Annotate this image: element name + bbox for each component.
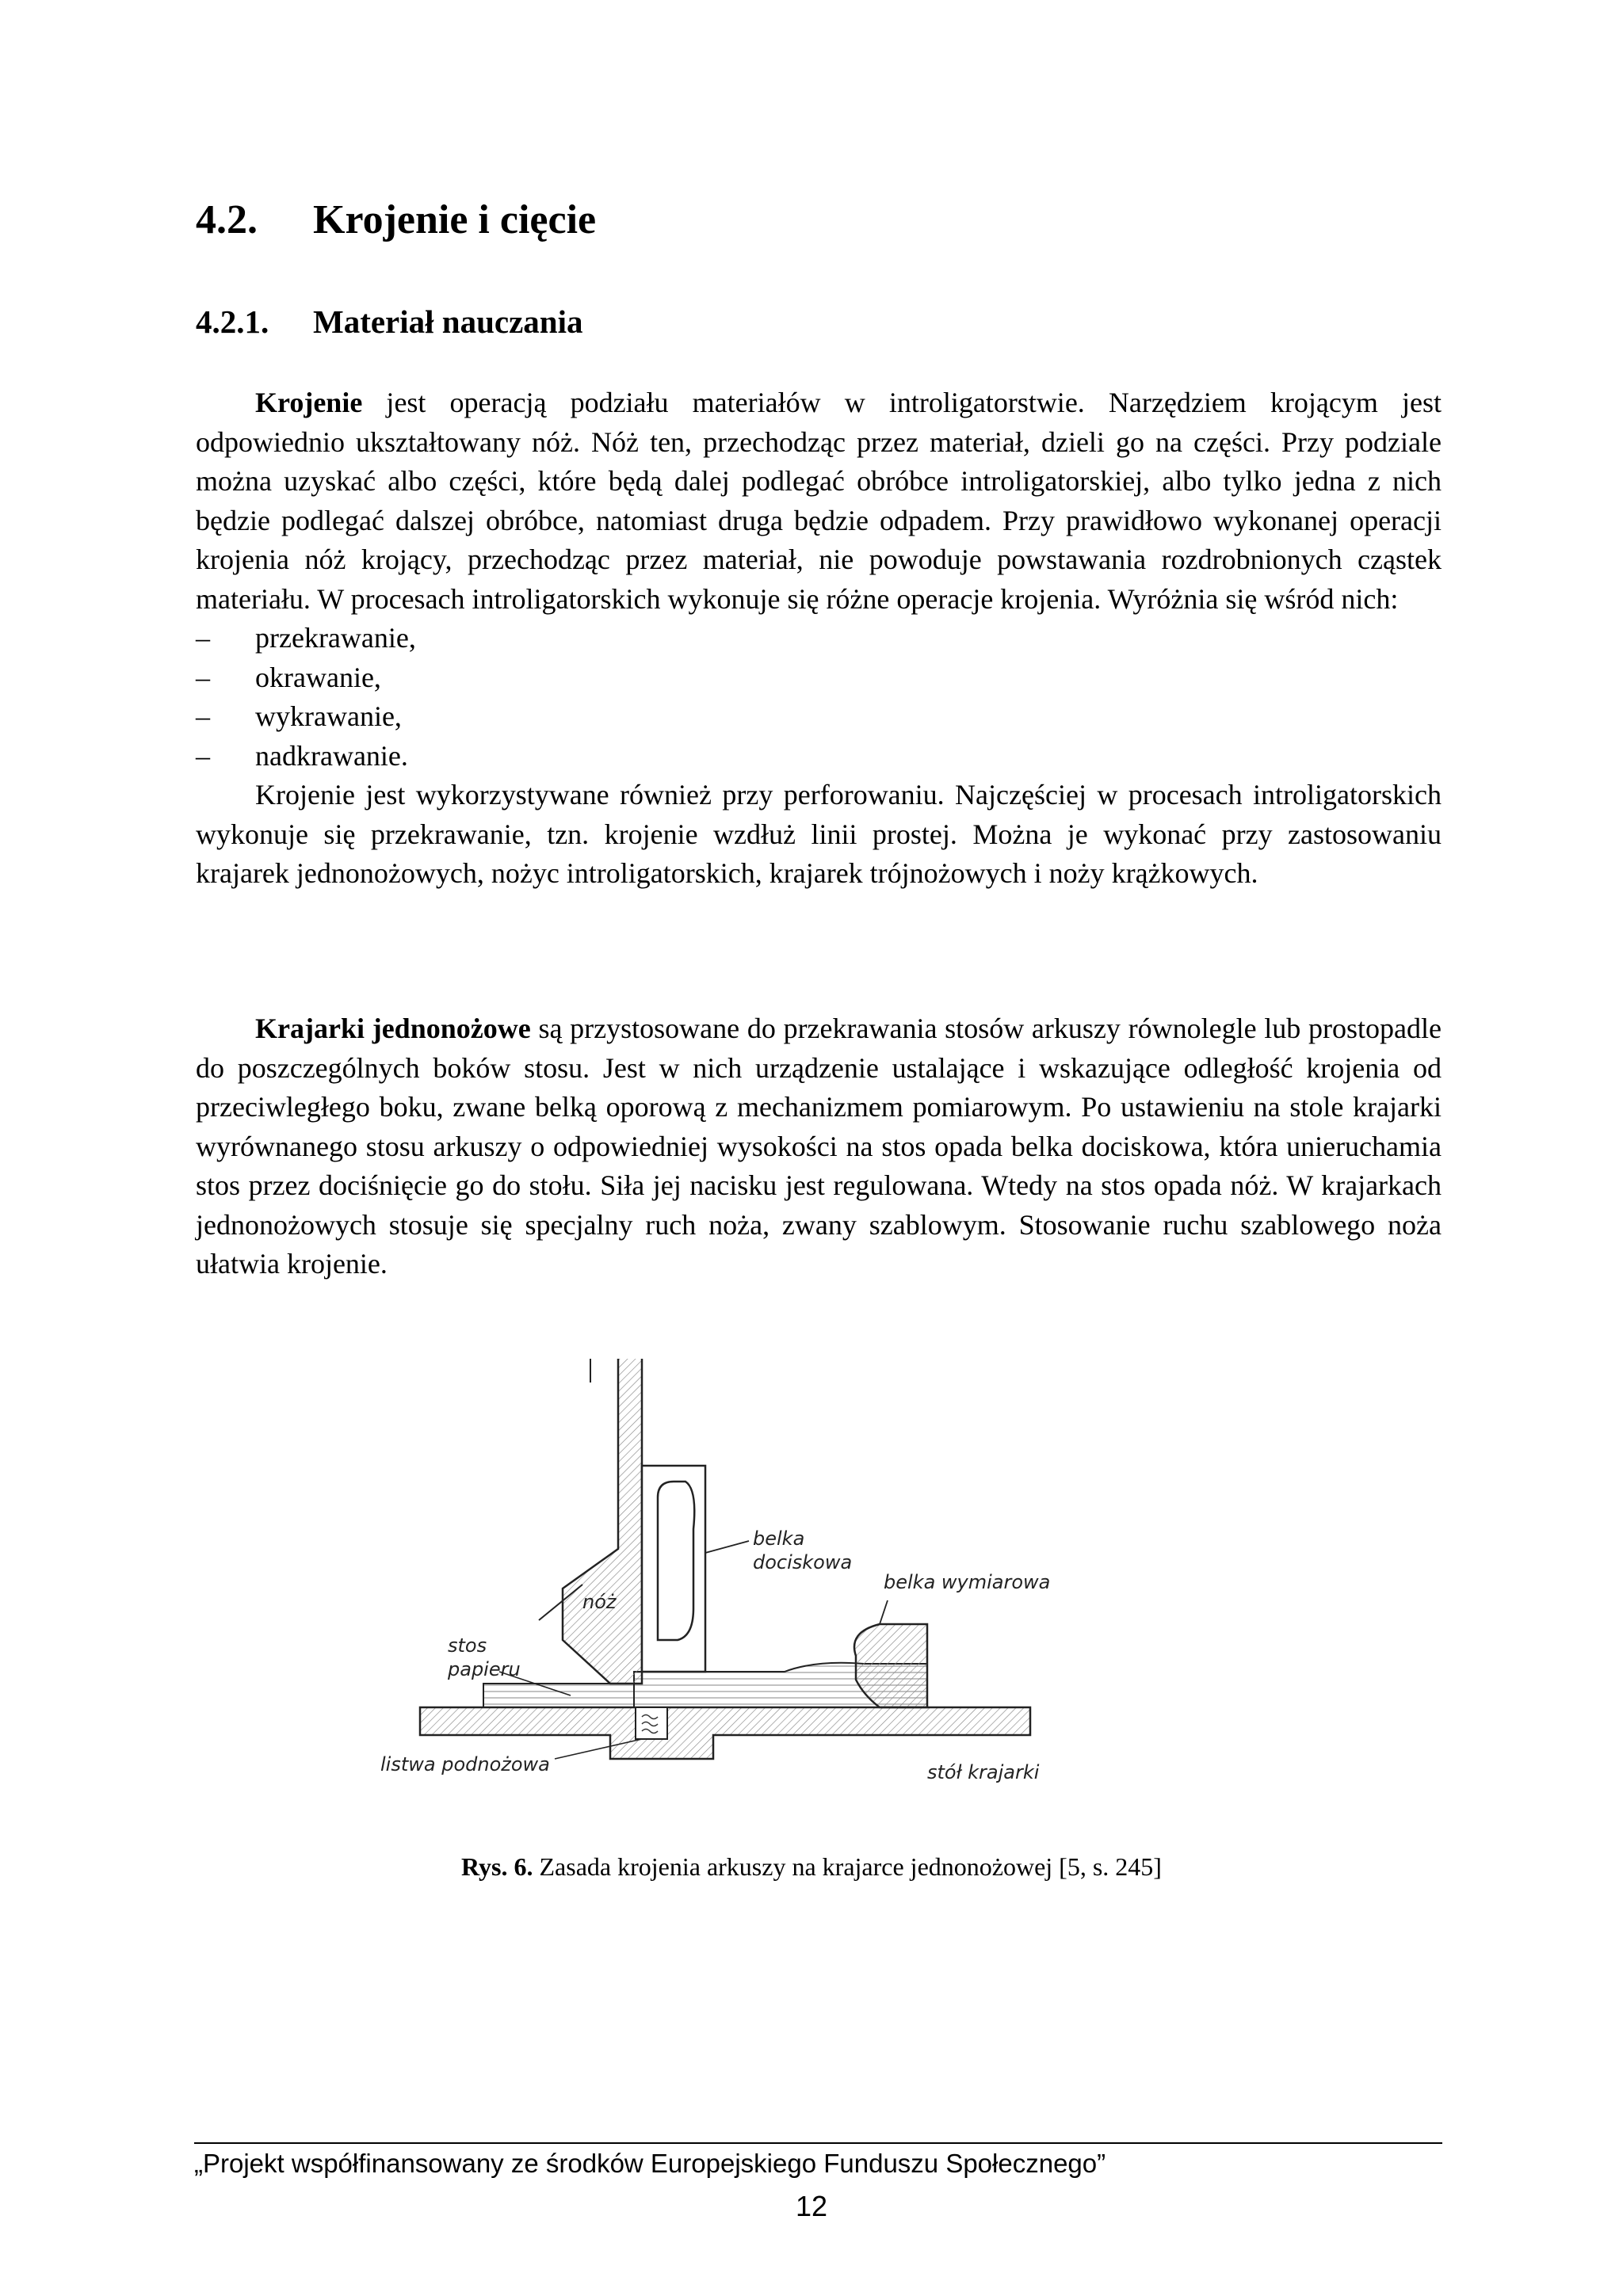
list-dash: – [196,700,210,732]
section-title: Krojenie i cięcie [313,197,597,242]
list-item-text: wykrawanie, [255,700,402,732]
main-text-block [196,383,1442,894]
caption-text: Zasada krojenia arkuszy na krajarce jednonożowej [5, s. 245] [533,1852,1162,1881]
list-dash: – [196,661,210,693]
figure-caption [0,1852,1623,1882]
table-shape [420,1707,1030,1759]
cutting-machine-diagram [372,1347,1070,1798]
subsection-number: 4.2.1. [196,303,269,340]
term-krajarki: Krajarki jednonożowe [255,1013,531,1044]
cutting-operations-list [196,619,1442,776]
footer-text: „Projekt współfinansowany ze środków Europejskiego Funduszu Społecznego” [194,2149,1106,2178]
list-item [196,658,1442,698]
label-dociskowa: dociskowa [753,1551,853,1573]
diagram-svg [372,1347,1070,1798]
paragraph-perforowanie: Krojenie jest wykorzystywane również przy perforowaniu. Najczęściej w procesach introligatorskich wykonuje się przekrawanie, tzn. krojenie wzdłuż linii prostej. Można je wykonać przy zastosowaniu krajarek jednonożowych, nożyc introligatorskich, krajarek trójnożowych i noży krążkowych. [196,779,1442,889]
subsection-title: Materiał nauczania [313,303,583,340]
label-belka: belka [753,1527,805,1550]
list-item-text: przekrawanie, [255,622,416,654]
paragraph-krajarki [196,1009,1442,1284]
label-listwa: listwa podnożowa [380,1753,550,1775]
label-stos: stos [448,1634,487,1657]
krajarki-text-block [196,1009,1442,1284]
pressure-beam-shape [642,1466,749,1672]
list-item [196,619,1442,658]
paragraph-krajarki-text: są przystosowane do przekrawania stosów arkuszy równolegle lub prostopadle do poszczególnych boków stosu. Jest w nich urządzenie ustalające i wskazujące odległość krojenia od przeciwległego boku, zwane belką oporową z mechanizmem pomiarowym. Po ustawieniu na stole krajarki wyrównanego stosu arkuszy o odpowiedniej wysokości na stos opada belka dociskowa, która unieruchamia stos przez dociśnięcie go do stołu. Siła jej nacisku jest regulowana. Wtedy na stos opada nóż. W krajarkach jednonożowych stosuje się specjalny ruch noża, zwany szablowym. Stosowanie ruchu szablowego noża ułatwia krojenie. [196,1013,1442,1280]
label-noz: nóż [582,1591,617,1613]
paragraph-krojenie [196,383,1442,619]
list-item-text: nadkrawanie. [255,739,408,772]
list-item [196,697,1442,737]
label-stol: stół krajarki [927,1761,1040,1783]
list-item-text: okrawanie, [255,661,381,693]
list-dash: – [196,622,210,654]
caption-label: Rys. 6. [461,1852,533,1881]
section-number: 4.2. [196,197,258,242]
subsection-heading [196,303,582,341]
label-papieru: papieru [448,1658,521,1680]
section-heading [196,196,596,243]
measuring-beam-shape [854,1600,927,1707]
label-belka-wymiarowa: belka wymiarowa [884,1571,1051,1593]
knife-shape [539,1359,642,1684]
footer-divider [194,2142,1442,2144]
term-krojenie: Krojenie [255,387,363,418]
page-number: 12 [795,2190,828,2222]
list-dash: – [196,739,210,772]
paragraph-krojenie-text: jest operacją podziału materiałów w introligatorstwie. Narzędziem krojącym jest odpowiednio ukształtowany nóż. Nóż ten, przechodząc przez materiał, dzieli go na części. Przy podziale można uzyskać albo części, które będą dalej podlegać obróbce introligatorskiej, albo tylko jedna z nich będzie podlegać dalszej obróbce, natomiast druga będzie odpadem. Przy prawidłowo wykonanej operacji krojenia nóż krojący, przechodząc przez materiał, nie powoduje powstawania rozdrobnionych cząstek materiału. W procesach introligatorskich wykonuje się różne operacje krojenia. Wyróżnia się wśród nich: [196,387,1442,615]
list-item [196,737,1442,776]
